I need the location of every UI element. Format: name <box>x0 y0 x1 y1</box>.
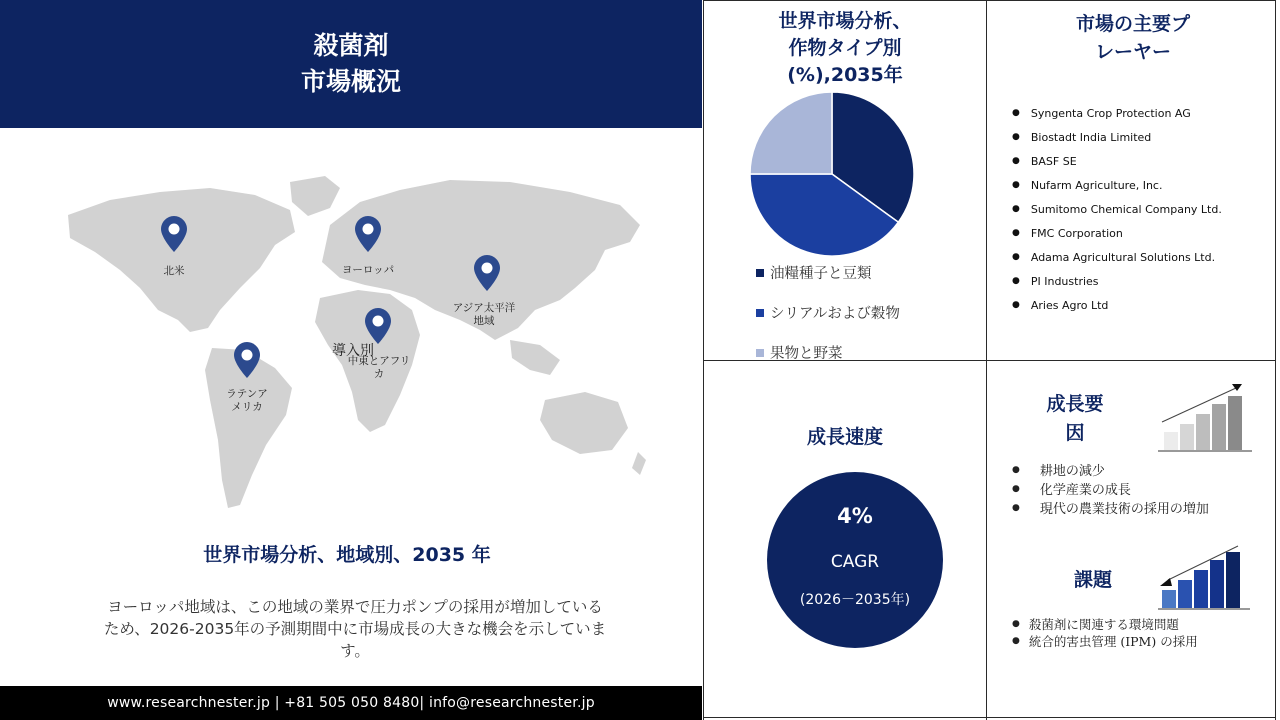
driver-text: 耕地の減少 <box>1039 464 1105 479</box>
challenge-text: 統合的害虫管理 (IPM) の採用 <box>1028 633 1198 649</box>
list-item <box>1012 149 1222 173</box>
driver-text: 現代の農業技術の採用の増加 <box>1039 502 1209 517</box>
cagr-circle <box>767 472 943 648</box>
growth-drivers-list <box>1012 460 1209 517</box>
player-name: BASF SE <box>1030 154 1077 168</box>
cagr-value: 4% <box>837 504 873 528</box>
bullet-icon: ● <box>1012 252 1020 262</box>
pie-title-line1: 世界市場分析、 <box>778 10 912 32</box>
bullet-icon: ● <box>1012 300 1020 310</box>
player-name: PI Industries <box>1030 274 1099 288</box>
cagr-label: CAGR <box>830 552 880 572</box>
growth-bars-icon <box>1158 382 1252 454</box>
region-label-latin-america: ラテンアメリカ <box>226 388 268 413</box>
region-label-mea: 中東とアフリカ <box>347 355 411 380</box>
drivers-title-line2: 因 <box>1065 422 1085 444</box>
bullet-icon: ● <box>1012 204 1020 214</box>
players-title-line1: 市場の主要プ <box>1075 13 1190 35</box>
bullet-icon: ● <box>1012 635 1020 646</box>
bullet-icon: ● <box>1012 108 1020 118</box>
region-section-description: ヨーロッパ地域は、この地域の業界で圧力ポンプの採用が増加しているため、2026-2035年の予測期間中に市場成長の大きな機会を示しています。 <box>103 598 607 660</box>
legend-swatch <box>756 269 764 277</box>
region-label-asia-pacific: アジア太平洋地域 <box>452 302 516 327</box>
legend-swatch <box>756 349 764 357</box>
challenge-text: 殺菌剤に関連する環境問題 <box>1028 616 1179 632</box>
southeast-asia-shape <box>510 340 560 375</box>
bullet-icon: ● <box>1012 618 1020 629</box>
bullet-icon: ● <box>1012 180 1020 190</box>
greenland-shape <box>290 176 340 216</box>
player-name: Sumitomo Chemical Company Ltd. <box>1030 202 1222 216</box>
key-players-title <box>990 10 1276 66</box>
list-item <box>1012 460 1209 479</box>
list-item <box>1012 498 1209 517</box>
bullet-icon: ● <box>1012 276 1020 286</box>
player-name: Aries Agro Ltd <box>1030 298 1109 312</box>
divider-bottom <box>703 717 1276 718</box>
north-america-shape <box>68 188 295 332</box>
footer-contact[interactable]: www.researchnester.jp | +81 505 050 8480| info@researchnester.jp <box>0 686 702 720</box>
legend-swatch <box>756 309 764 317</box>
list-item <box>1012 101 1222 125</box>
list-item <box>1012 615 1198 632</box>
australia-shape <box>540 392 628 454</box>
bullet-icon: ● <box>1012 156 1020 166</box>
list-item <box>1012 173 1222 197</box>
crop-type-pie-chart <box>744 90 924 260</box>
pie-slice-2 <box>750 92 832 174</box>
list-item <box>1012 293 1222 317</box>
page-title-line2: 市場概況 <box>300 67 401 96</box>
list-item <box>1012 221 1222 245</box>
bullet-icon: ● <box>1012 483 1020 494</box>
player-name: Nufarm Agriculture, Inc. <box>1030 178 1163 192</box>
list-item <box>1012 269 1222 293</box>
legend-label: 油糧種子と豆類 <box>770 266 872 282</box>
player-name: Adama Agricultural Solutions Ltd. <box>1030 250 1216 264</box>
driver-text: 化学産業の成長 <box>1039 483 1131 498</box>
challenges-title: 課題 <box>1073 569 1112 591</box>
legend-label: シリアルおよび穀物 <box>770 306 900 322</box>
new-zealand-shape <box>632 452 646 475</box>
title-banner <box>0 0 702 128</box>
divider-top <box>703 0 1276 1</box>
growth-rate-title: 成長速度 <box>806 426 883 448</box>
list-item <box>1012 197 1222 221</box>
map-overlay-text: 導入別 <box>332 343 374 359</box>
legend-item-cereals <box>756 302 900 323</box>
bullet-icon: ● <box>1012 464 1020 475</box>
player-name: Syngenta Crop Protection AG <box>1030 106 1191 120</box>
player-name: FMC Corporation <box>1030 226 1123 240</box>
region-section-heading: 世界市場分析、地域別、2035 年 <box>203 544 491 566</box>
list-item <box>1012 125 1222 149</box>
key-players-list <box>1012 101 1222 317</box>
page-title-line1: 殺菌剤 <box>313 31 389 60</box>
bullet-icon: ● <box>1012 502 1020 513</box>
pie-chart-title <box>704 8 986 89</box>
player-name: Biostadt India Limited <box>1030 130 1152 144</box>
cagr-period: (2026－2035年) <box>799 592 911 608</box>
challenge-bars-icon <box>1158 542 1250 612</box>
legend-item-oilseeds <box>756 262 872 283</box>
legend-label: 果物と野菜 <box>770 346 843 362</box>
list-item <box>1012 479 1209 498</box>
pie-title-line2: 作物タイプ別 <box>788 37 902 59</box>
bullet-icon: ● <box>1012 132 1020 142</box>
list-item <box>1012 245 1222 269</box>
list-item <box>1012 632 1198 649</box>
challenges-list <box>1012 615 1198 649</box>
region-label-europe: ヨーロッパ <box>341 264 395 276</box>
legend-item-fruits <box>756 342 843 363</box>
pie-title-line3: (%),2035年 <box>787 64 903 86</box>
growth-drivers-title <box>1032 390 1118 448</box>
region-label-north-america: 北米 <box>163 265 185 277</box>
drivers-title-line1: 成長要 <box>1046 393 1104 415</box>
bullet-icon: ● <box>1012 228 1020 238</box>
players-title-line2: レーヤー <box>1094 41 1171 63</box>
